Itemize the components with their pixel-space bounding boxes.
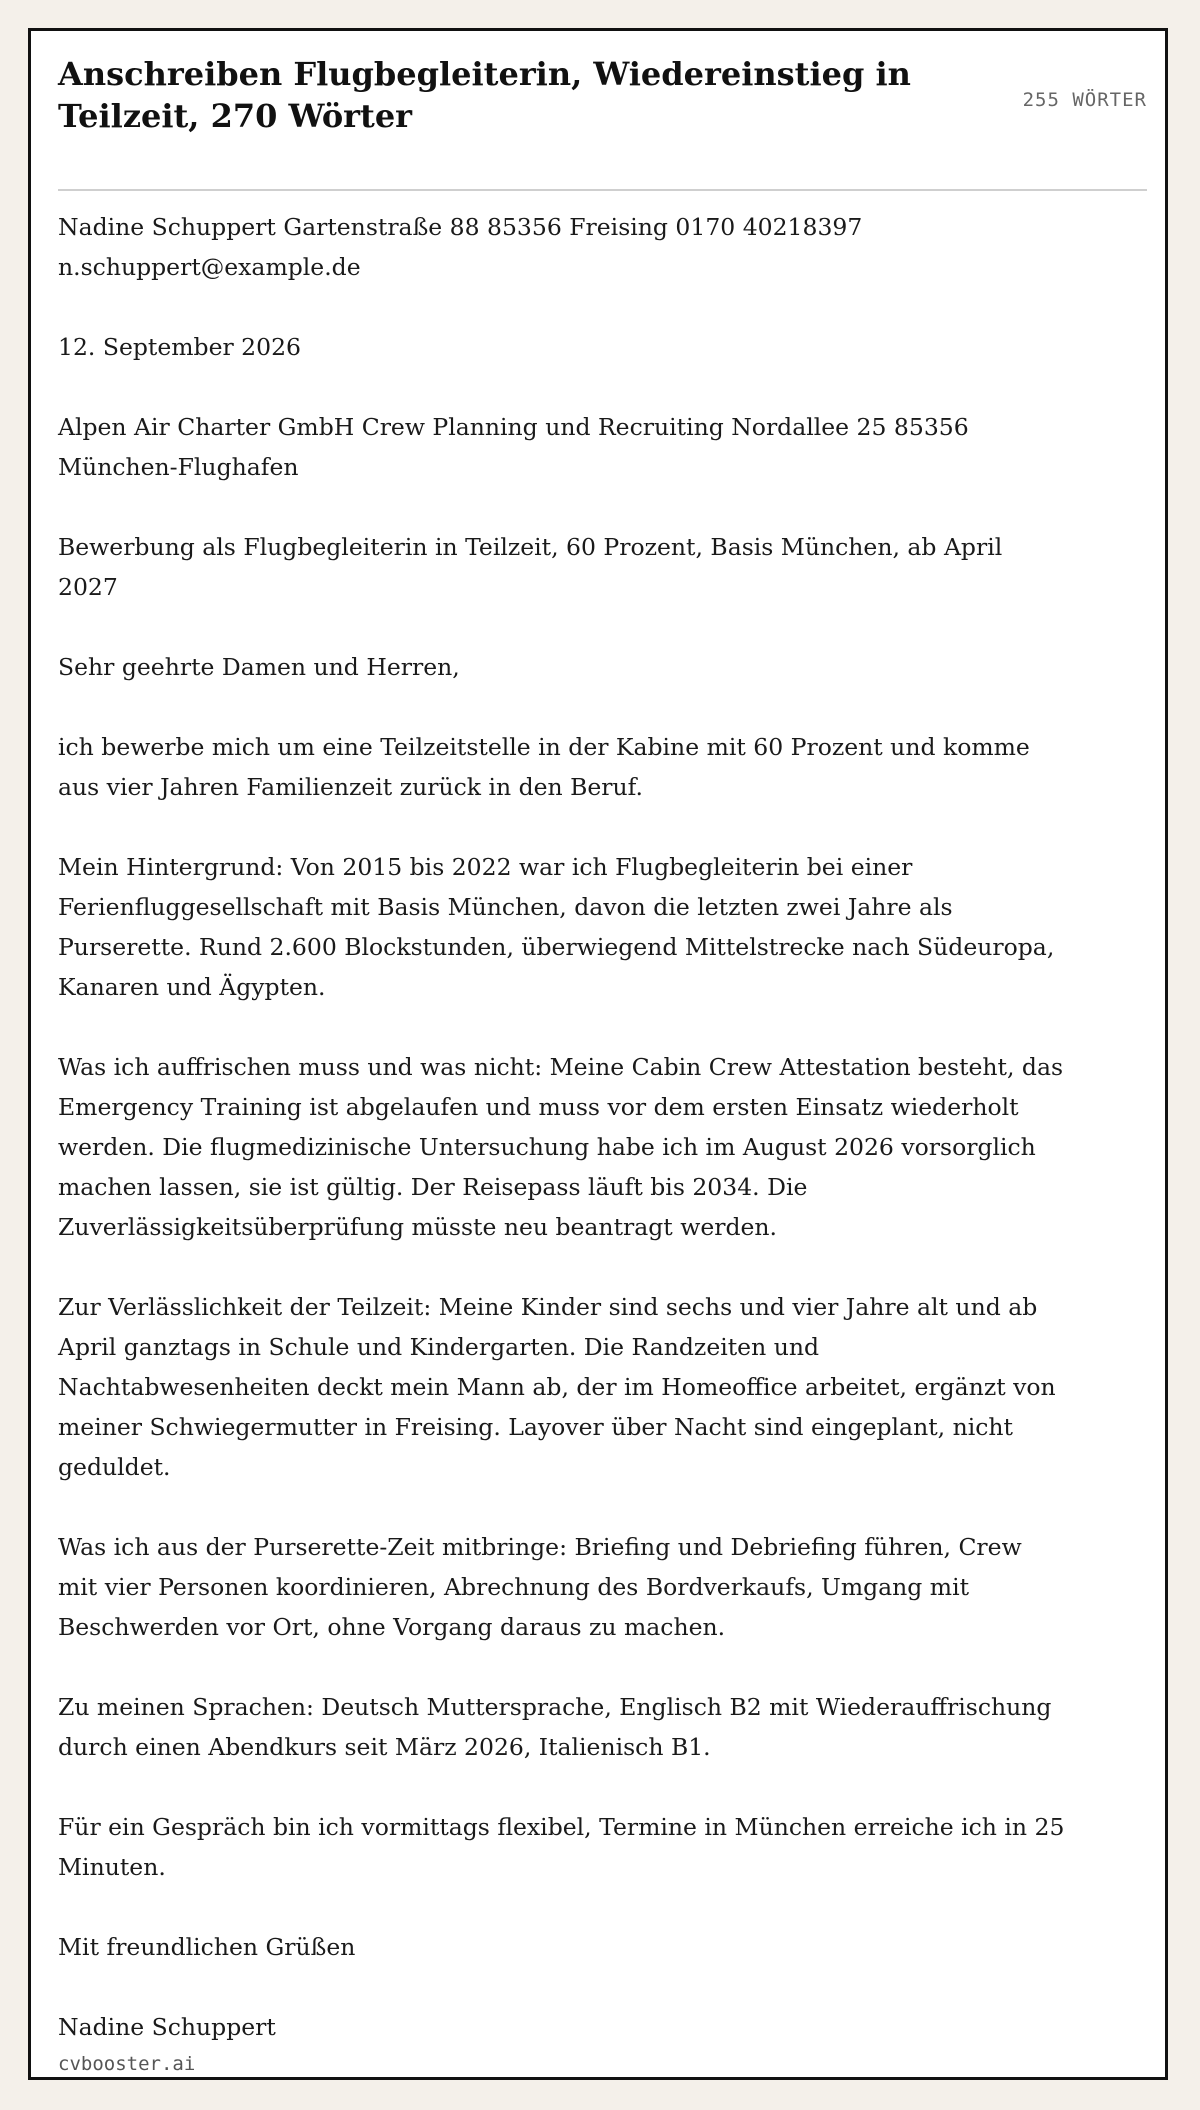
paragraph-background: Mein Hintergrund: Von 2015 bis 2022 war ich Flugbegleiterin bei einer Ferienfluggesellschaft mit Basis München, davon die letzten zwei Jahre als Purserette. Rund 2.600 Blockstunden, überwiegend Mittelstrecke nach Südeuropa, Kanaren und Ägypten. bbox=[58, 853, 1055, 1001]
document-header bbox=[58, 53, 1147, 191]
paragraph-interview: Für ein Gespräch bin ich vormittags flexibel, Termine in München erreiche ich in 25 Minuten. bbox=[58, 1813, 1065, 1881]
paragraph-languages: Zu meinen Sprachen: Deutsch Muttersprache, Englisch B2 mit Wiederauffrischung durch einen Abendkurs seit März 2026, Italienisch B1. bbox=[58, 1693, 1052, 1761]
closing-formula: Mit freundlichen Grüßen bbox=[58, 1933, 356, 1961]
paragraph-qualifications: Was ich auffrischen muss und was nicht: Meine Cabin Crew Attestation besteht, das Emergency Training ist abgelaufen und muss vor dem ersten Einsatz wiederholt werden. Die flugmedizinische Untersuchung habe ich im August 2026 vorsorglich machen lassen, sie ist gültig. Der Reisepass läuft bis 2034. Die Zuverlässigkeitsüberprüfung müsste neu beantragt werden. bbox=[58, 1053, 1064, 1241]
letter-date: 12. September 2026 bbox=[58, 333, 301, 361]
word-count-badge: 255 WÖRTER bbox=[1022, 89, 1147, 111]
paragraph-intro: ich bewerbe mich um eine Teilzeitstelle in der Kabine mit 60 Prozent und komme aus vier Jahren Familienzeit zurück in den Beruf. bbox=[58, 733, 1030, 801]
sender-block: Nadine Schuppert Gartenstraße 88 85356 Freising 0170 40218397 n.schuppert@example.de bbox=[58, 213, 863, 281]
footer-brand: cvbooster.ai bbox=[58, 2053, 196, 2075]
subject-line: Bewerbung als Flugbegleiterin in Teilzeit, 60 Prozent, Basis München, ab April 2027 bbox=[58, 533, 1003, 601]
recipient-block: Alpen Air Charter GmbH Crew Planning und Recruiting Nordallee 25 85356 München-Flughafen bbox=[58, 413, 969, 481]
document-title: Anschreiben Flugbegleiterin, Wiedereinstieg in Teilzeit, 270 Wörter bbox=[58, 55, 911, 135]
signature-name: Nadine Schuppert bbox=[58, 2013, 276, 2041]
paragraph-availability: Zur Verlässlichkeit der Teilzeit: Meine Kinder sind sechs und vier Jahre alt und ab April ganztags in Schule und Kindergarten. Die Randzeiten und Nachtabwesenheiten deckt mein Mann ab, der im Homeoffice arbeitet, ergänzt von meiner Schwiegermutter in Freising. Layover über Nacht sind eingeplant, nicht geduldet. bbox=[58, 1293, 1056, 1481]
document-card bbox=[28, 28, 1168, 2080]
salutation: Sehr geehrte Damen und Herren, bbox=[58, 653, 460, 681]
letter-body bbox=[58, 207, 1068, 2087]
paragraph-experience: Was ich aus der Purserette-Zeit mitbringe: Briefing und Debriefing führen, Crew mit vier Personen koordinieren, Abrechnung des Bordverkaufs, Umgang mit Beschwerden vor Ort, ohne Vorgang daraus zu machen. bbox=[58, 1533, 1022, 1641]
